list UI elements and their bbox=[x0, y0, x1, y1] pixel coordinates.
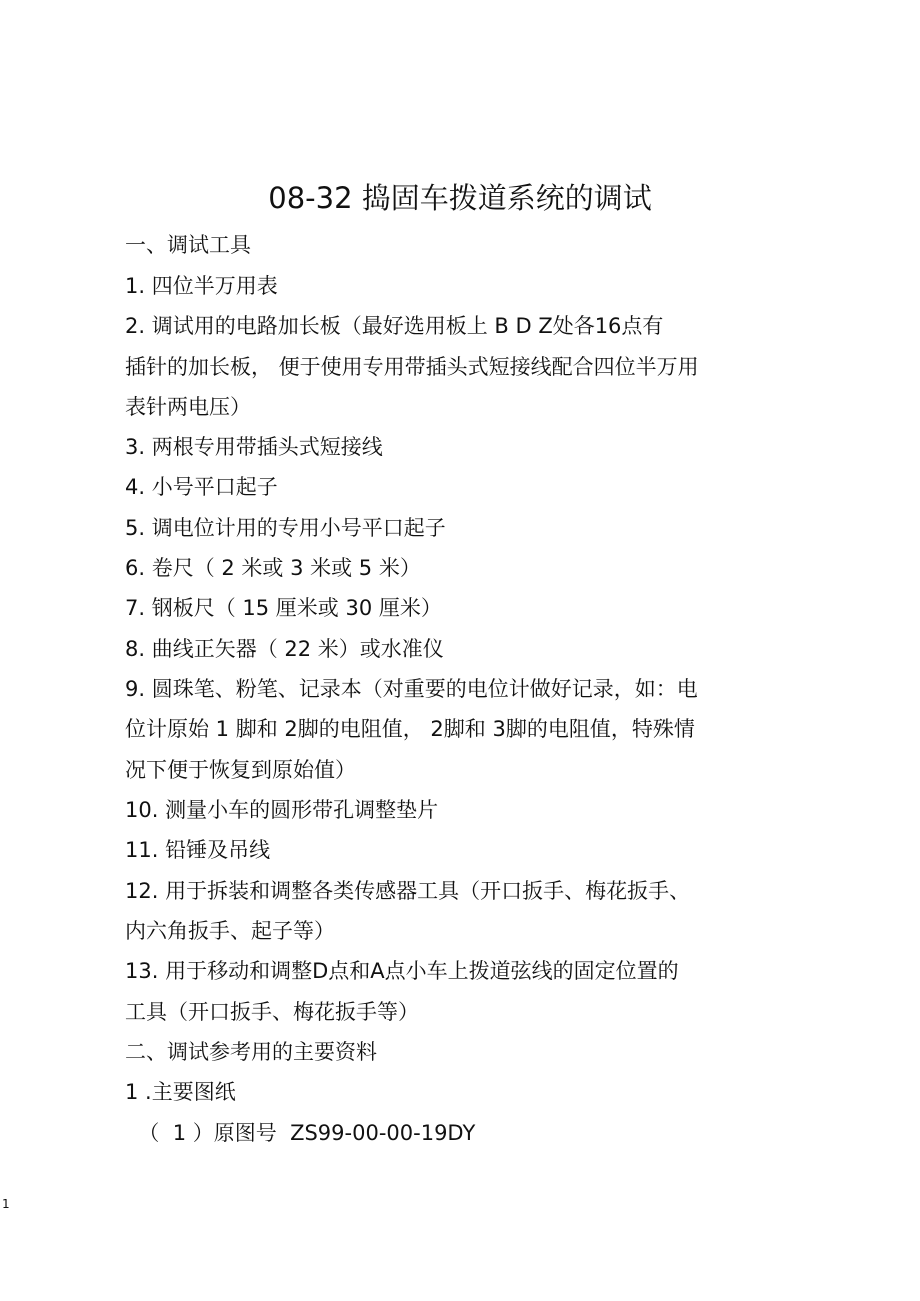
list-item-continuation: 表针两电压） bbox=[125, 395, 251, 419]
page-number: 1 bbox=[2, 1197, 10, 1211]
list-item: 1. 四位半万用表 bbox=[125, 274, 278, 298]
list-item: 1 .主要图纸 bbox=[125, 1080, 236, 1104]
heading-references: 二、调试参考用的主要资料 bbox=[125, 1040, 377, 1064]
list-item: 9. 圆珠笔、粉笔、记录本（对重要的电位计做好记录，如：电 bbox=[125, 677, 698, 701]
list-item: 4. 小号平口起子 bbox=[125, 475, 278, 499]
list-item: 2. 调试用的电路加长板（最好选用板上 B D Z处各16点有 bbox=[125, 314, 664, 338]
document-title: 08-32 捣固车拨道系统的调试 bbox=[268, 181, 652, 215]
list-item: 6. 卷尺（ 2 米或 3 米或 5 米） bbox=[125, 556, 421, 580]
list-item-continuation: 工具（开口扳手、梅花扳手等） bbox=[125, 1000, 419, 1024]
list-item: 3. 两根专用带插头式短接线 bbox=[125, 435, 383, 459]
list-item: 13. 用于移动和调整D点和A点小车上拨道弦线的固定位置的 bbox=[125, 959, 679, 983]
list-item: 5. 调电位计用的专用小号平口起子 bbox=[125, 516, 446, 540]
list-item: 11. 铅锤及吊线 bbox=[125, 838, 271, 862]
list-item: 12. 用于拆装和调整各类传感器工具（开口扳手、梅花扳手、 bbox=[125, 879, 691, 903]
list-item: 10. 测量小车的圆形带孔调整垫片 bbox=[125, 798, 439, 822]
list-item-continuation: 况下便于恢复到原始值） bbox=[125, 758, 356, 782]
list-item-continuation: 位计原始 1 脚和 2脚的电阻值， 2脚和 3脚的电阻值，特殊情 bbox=[125, 717, 695, 741]
list-item: 8. 曲线正矢器（ 22 米）或水准仪 bbox=[125, 637, 444, 661]
list-item-continuation: 内六角扳手、起子等） bbox=[125, 919, 335, 943]
sub-list-item: （ 1 ）原图号 ZS99-00-00-19DY bbox=[125, 1121, 476, 1145]
heading-tools: 一、调试工具 bbox=[125, 233, 251, 257]
list-item: 7. 钢板尺（ 15 厘米或 30 厘米） bbox=[125, 596, 442, 620]
list-item-continuation: 插针的加长板， 便于使用专用带插头式短接线配合四位半万用 bbox=[125, 355, 699, 379]
